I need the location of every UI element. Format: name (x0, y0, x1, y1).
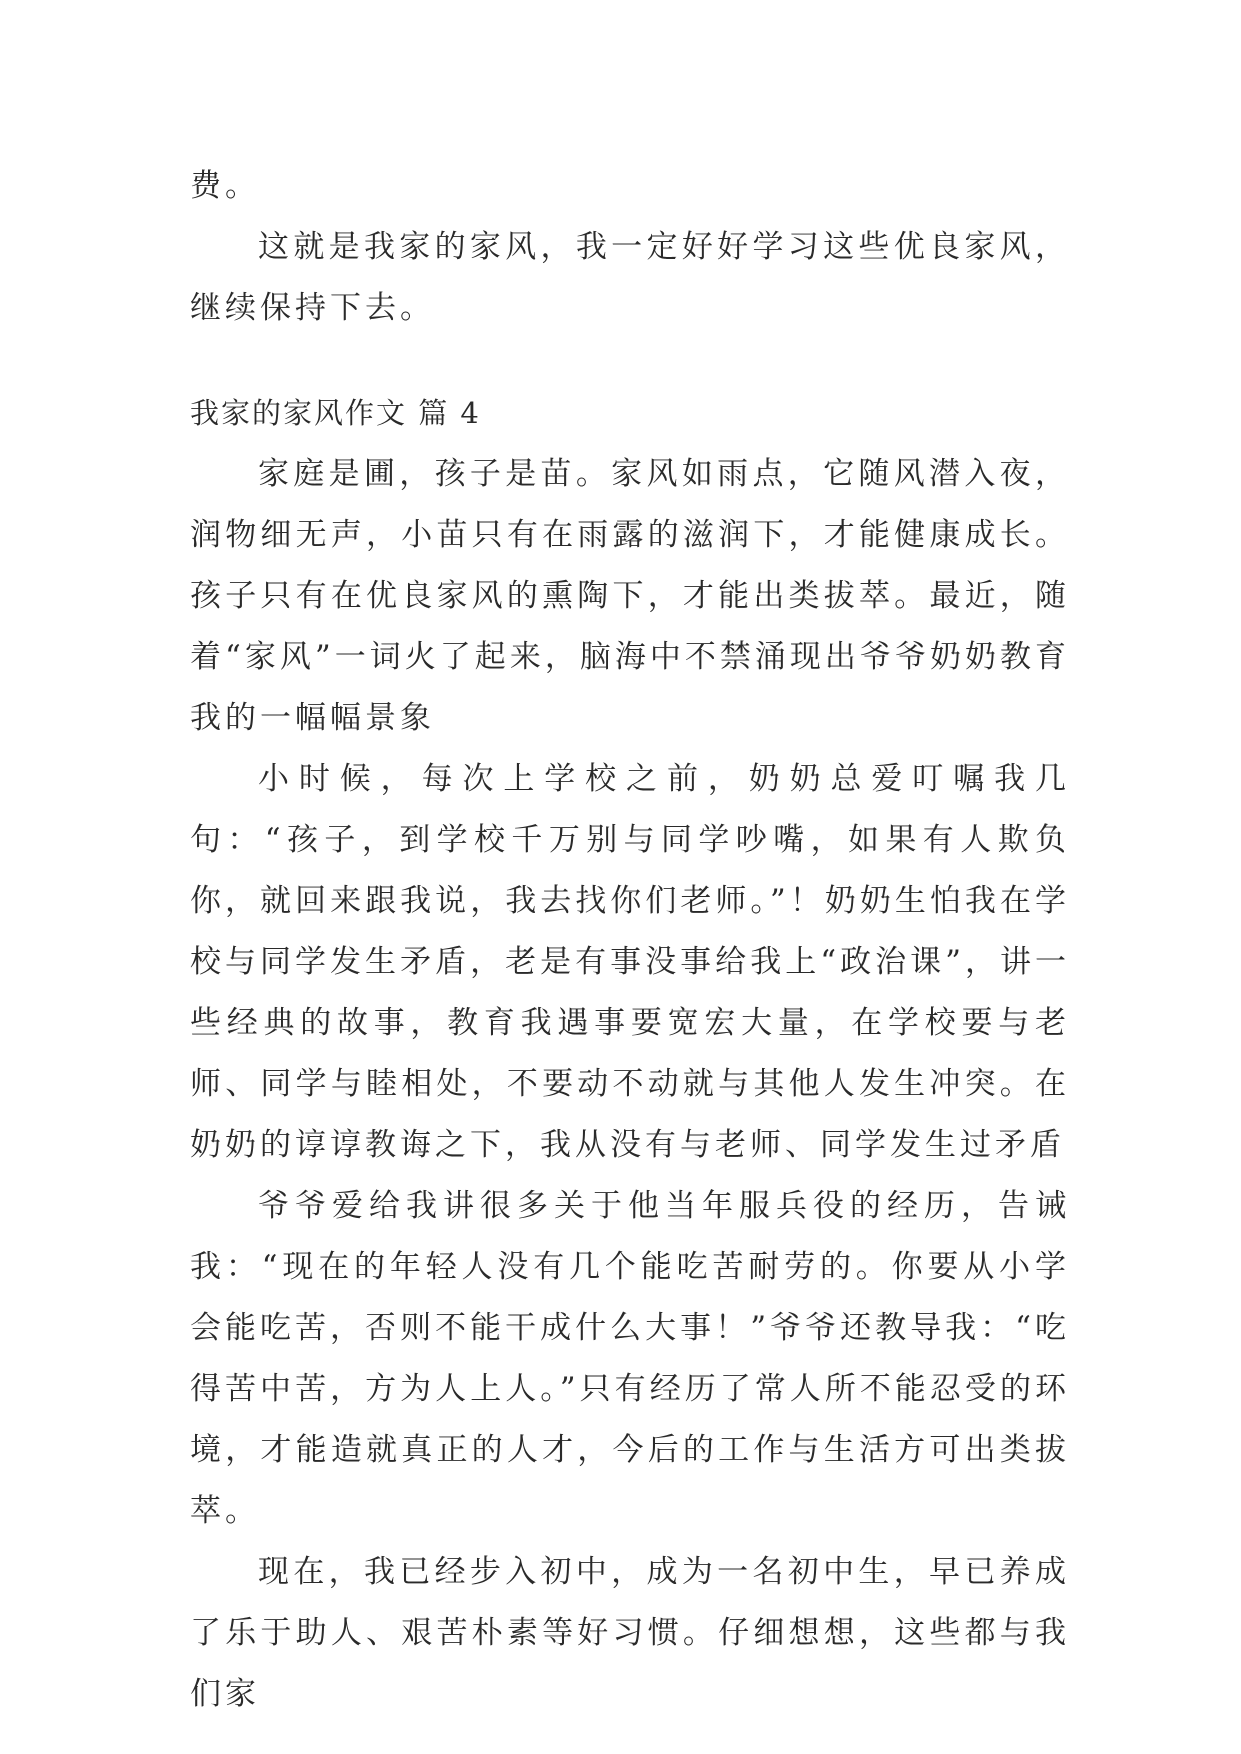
paragraph: 小时候，每次上学校之前，奶奶总爱叮嘱我几句：“孩子，到学校千万别与同学吵嘴，如果有人欺负你，就回来跟我说，我去找你们老师。”！奶奶生怕我在学校与同学发生矛盾，老是有事没事给我上“政治课”，讲一些经典的故事，教育我遇事要宽宏大量，在学校要与老师、同学与睦相处，不要动不动就与其他人发生冲突。在奶奶的谆谆教诲之下，我从没有与老师、同学发生过矛盾 (190, 761, 1070, 1163)
section-heading: 我家的家风作文 篇 4 (190, 396, 481, 430)
paragraph-conclusion: 这就是我家的家风，我一定好好学习这些优良家风，继续保持下去。 (190, 229, 1070, 326)
paragraph: 家庭是圃，孩子是苗。家风如雨点，它随风潜入夜，润物细无声，小苗只有在雨露的滋润下，才能健康成长。孩子只有在优良家风的熏陶下，才能出类拔萃。最近，随着“家风”一词火了起来，脑海中不禁涌现出爷爷奶奶教育我的一幅幅景象 (190, 456, 1070, 736)
paragraph: 爷爷爱给我讲很多关于他当年服兵役的经历，告诫我：“现在的年轻人没有几个能吃苦耐劳的。你要从小学会能吃苦，否则不能干成什么大事！”爷爷还教导我：“吃得苦中苦，方为人上人。”只有经历了常人所不能忍受的环境，才能造就真正的人才，今后的工作与生活方可出类拔萃。 (190, 1188, 1070, 1529)
paragraph: 现在，我已经步入初中，成为一名初中生，早已养成了乐于助人、艰苦朴素等好习惯。仔细想想，这些都与我们家 (190, 1554, 1070, 1712)
document-body (190, 156, 1070, 1725)
paragraph-continuation: 费。 (190, 168, 260, 204)
